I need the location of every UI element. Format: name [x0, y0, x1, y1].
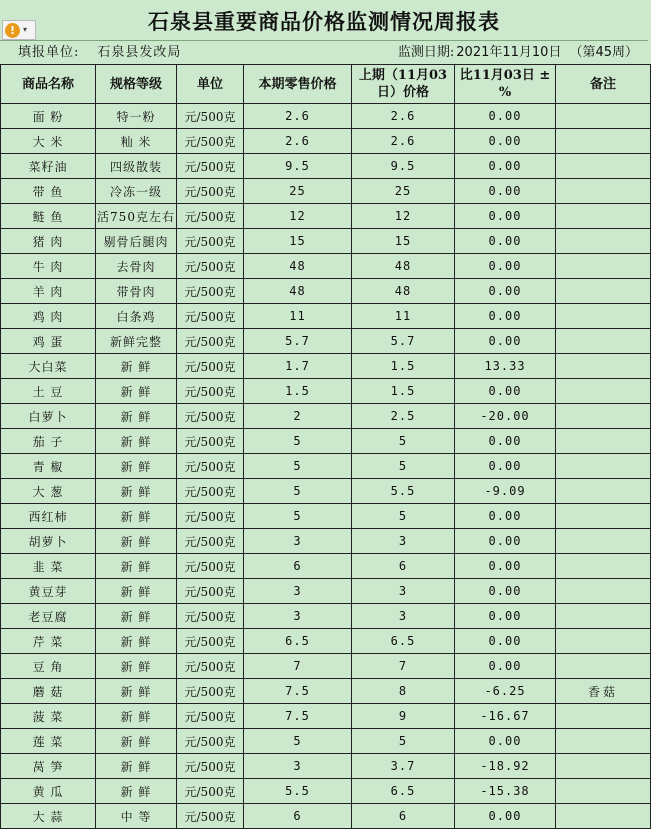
change-percent-cell[interactable]: -15.38: [455, 779, 556, 804]
previous-price-cell[interactable]: 7: [352, 654, 455, 679]
table-row: [1, 629, 651, 654]
product-name-cell[interactable]: 菠 菜: [1, 704, 96, 729]
product-name-cell[interactable]: 土 豆: [1, 379, 96, 404]
note-cell[interactable]: [556, 479, 651, 504]
change-percent-cell[interactable]: 0.00: [455, 104, 556, 129]
current-price-cell[interactable]: 2.6: [244, 129, 352, 154]
change-percent-cell[interactable]: 0.00: [455, 304, 556, 329]
grade-cell[interactable]: 新 鲜: [96, 729, 177, 754]
change-percent-cell[interactable]: 0.00: [455, 379, 556, 404]
product-name-cell[interactable]: 韭 菜: [1, 554, 96, 579]
note-cell[interactable]: [556, 204, 651, 229]
grade-cell[interactable]: 新鲜完整: [96, 329, 177, 354]
current-price-cell[interactable]: 5: [244, 504, 352, 529]
product-name-cell[interactable]: 大 米: [1, 129, 96, 154]
unit-cell[interactable]: 元/500克: [177, 529, 244, 554]
note-cell[interactable]: [556, 254, 651, 279]
monitoring-date-label: 监测日期:: [397, 45, 455, 60]
table-row: [1, 229, 651, 254]
product-name-cell[interactable]: 莲 菜: [1, 729, 96, 754]
grade-cell[interactable]: 新 鲜: [96, 554, 177, 579]
current-price-cell[interactable]: 2.6: [244, 104, 352, 129]
table-row: [1, 454, 651, 479]
header-product-name[interactable]: 商品名称: [1, 65, 96, 104]
change-percent-cell[interactable]: -20.00: [455, 404, 556, 429]
previous-price-cell[interactable]: 25: [352, 179, 455, 204]
product-name-cell[interactable]: 带 鱼: [1, 179, 96, 204]
table-header-row: [1, 65, 651, 104]
product-name-cell[interactable]: 茄 子: [1, 429, 96, 454]
note-cell[interactable]: [556, 379, 651, 404]
previous-price-cell[interactable]: 11: [352, 304, 455, 329]
chevron-down-icon: ▾: [23, 25, 28, 34]
grade-cell[interactable]: 新 鲜: [96, 454, 177, 479]
table-row: [1, 479, 651, 504]
current-price-cell[interactable]: 3: [244, 754, 352, 779]
product-name-cell[interactable]: 面 粉: [1, 104, 96, 129]
previous-price-cell[interactable]: 3: [352, 604, 455, 629]
table-row: [1, 654, 651, 679]
header-previous-price[interactable]: 上期（11月03日）价格: [352, 65, 455, 104]
unit-cell[interactable]: 元/500克: [177, 454, 244, 479]
note-cell[interactable]: [556, 729, 651, 754]
change-percent-cell[interactable]: 0.00: [455, 229, 556, 254]
current-price-cell[interactable]: 6.5: [244, 629, 352, 654]
table-row: [1, 779, 651, 804]
grade-cell[interactable]: 新 鲜: [96, 779, 177, 804]
previous-price-cell[interactable]: 8: [352, 679, 455, 704]
note-cell[interactable]: [556, 279, 651, 304]
current-price-cell[interactable]: 48: [244, 254, 352, 279]
note-cell[interactable]: [556, 554, 651, 579]
current-price-cell[interactable]: 1.5: [244, 379, 352, 404]
note-cell[interactable]: 香菇: [556, 679, 651, 704]
product-name-cell[interactable]: 芹 菜: [1, 629, 96, 654]
unit-cell[interactable]: 元/500克: [177, 729, 244, 754]
table-row: [1, 679, 651, 704]
table-row: [1, 179, 651, 204]
previous-price-cell[interactable]: 6.5: [352, 629, 455, 654]
grade-cell[interactable]: 新 鲜: [96, 354, 177, 379]
note-cell[interactable]: [556, 354, 651, 379]
unit-cell[interactable]: 元/500克: [177, 779, 244, 804]
week-number: （第45周）: [569, 45, 638, 60]
grade-cell[interactable]: 新 鲜: [96, 379, 177, 404]
change-percent-cell[interactable]: 0.00: [455, 804, 556, 829]
current-price-cell[interactable]: 9.5: [244, 154, 352, 179]
change-percent-cell[interactable]: 0.00: [455, 554, 556, 579]
current-price-cell[interactable]: 7: [244, 654, 352, 679]
unit-cell[interactable]: 元/500克: [177, 154, 244, 179]
previous-price-cell[interactable]: 5: [352, 454, 455, 479]
current-price-cell[interactable]: 11: [244, 304, 352, 329]
grade-cell[interactable]: 新 鲜: [96, 429, 177, 454]
grade-cell[interactable]: 剔骨后腿肉: [96, 229, 177, 254]
unit-cell[interactable]: 元/500克: [177, 579, 244, 604]
product-name-cell[interactable]: 老豆腐: [1, 604, 96, 629]
unit-cell[interactable]: 元/500克: [177, 179, 244, 204]
previous-price-cell[interactable]: 12: [352, 204, 455, 229]
table-row: [1, 404, 651, 429]
previous-price-cell[interactable]: 2.6: [352, 104, 455, 129]
previous-price-cell[interactable]: 15: [352, 229, 455, 254]
note-cell[interactable]: [556, 454, 651, 479]
unit-cell[interactable]: 元/500克: [177, 479, 244, 504]
note-cell[interactable]: [556, 104, 651, 129]
product-name-cell[interactable]: 莴 笋: [1, 754, 96, 779]
table-row: [1, 754, 651, 779]
product-name-cell[interactable]: 牛 肉: [1, 254, 96, 279]
price-table: [0, 64, 651, 829]
change-percent-cell[interactable]: 0.00: [455, 429, 556, 454]
unit-cell[interactable]: 元/500克: [177, 679, 244, 704]
unit-cell[interactable]: 元/500克: [177, 604, 244, 629]
grade-cell[interactable]: 白条鸡: [96, 304, 177, 329]
current-price-cell[interactable]: 5.7: [244, 329, 352, 354]
unit-cell[interactable]: 元/500克: [177, 629, 244, 654]
report-title: 石泉县重要商品价格监测情况周报表: [148, 9, 500, 34]
header-grade[interactable]: 规格等级: [96, 65, 177, 104]
change-percent-cell[interactable]: 0.00: [455, 179, 556, 204]
previous-price-cell[interactable]: 1.5: [352, 379, 455, 404]
table-row: [1, 329, 651, 354]
monitoring-date-value: 2021年11月10日: [456, 45, 562, 60]
table-row: [1, 154, 651, 179]
product-name-cell[interactable]: 大 蒜: [1, 804, 96, 829]
grade-cell[interactable]: 带骨肉: [96, 279, 177, 304]
table-row: [1, 104, 651, 129]
current-price-cell[interactable]: 5: [244, 479, 352, 504]
grade-cell[interactable]: 中 等: [96, 804, 177, 829]
product-name-cell[interactable]: 大 葱: [1, 479, 96, 504]
previous-price-cell[interactable]: 3: [352, 529, 455, 554]
table-row: [1, 204, 651, 229]
current-price-cell[interactable]: 3: [244, 529, 352, 554]
note-cell[interactable]: [556, 779, 651, 804]
grade-cell[interactable]: 新 鲜: [96, 629, 177, 654]
unit-cell[interactable]: 元/500克: [177, 254, 244, 279]
unit-cell[interactable]: 元/500克: [177, 204, 244, 229]
change-percent-cell[interactable]: -16.67: [455, 704, 556, 729]
previous-price-cell[interactable]: 9.5: [352, 154, 455, 179]
change-percent-cell[interactable]: 0.00: [455, 454, 556, 479]
grade-cell[interactable]: 特一粉: [96, 104, 177, 129]
change-percent-cell[interactable]: 0.00: [455, 529, 556, 554]
product-name-cell[interactable]: 白萝卜: [1, 404, 96, 429]
table-row: [1, 554, 651, 579]
grade-cell[interactable]: 冷冻一级: [96, 179, 177, 204]
current-price-cell[interactable]: 5: [244, 429, 352, 454]
header-unit[interactable]: 单位: [177, 65, 244, 104]
change-percent-cell[interactable]: 0.00: [455, 504, 556, 529]
grade-cell[interactable]: 新 鲜: [96, 504, 177, 529]
previous-price-cell[interactable]: 2.5: [352, 404, 455, 429]
unit-cell[interactable]: 元/500克: [177, 404, 244, 429]
change-percent-cell[interactable]: 0.00: [455, 329, 556, 354]
product-name-cell[interactable]: 鸡 肉: [1, 304, 96, 329]
reporting-unit-value: 石泉县发改局: [97, 45, 182, 60]
product-name-cell[interactable]: 西红柿: [1, 504, 96, 529]
current-price-cell[interactable]: 5.5: [244, 779, 352, 804]
current-price-cell[interactable]: 48: [244, 279, 352, 304]
previous-price-cell[interactable]: 5.5: [352, 479, 455, 504]
product-name-cell[interactable]: 黄豆芽: [1, 579, 96, 604]
unit-cell[interactable]: 元/500克: [177, 654, 244, 679]
grade-cell[interactable]: 四级散装: [96, 154, 177, 179]
note-cell[interactable]: [556, 179, 651, 204]
table-row: [1, 804, 651, 829]
previous-price-cell[interactable]: 2.6: [352, 129, 455, 154]
current-price-cell[interactable]: 6: [244, 804, 352, 829]
note-cell[interactable]: [556, 329, 651, 354]
grade-cell[interactable]: 新 鲜: [96, 604, 177, 629]
grade-cell[interactable]: 活750克左右: [96, 204, 177, 229]
note-cell[interactable]: [556, 654, 651, 679]
note-cell[interactable]: [556, 804, 651, 829]
change-percent-cell[interactable]: 0.00: [455, 279, 556, 304]
product-name-cell[interactable]: 豆 角: [1, 654, 96, 679]
note-cell[interactable]: [556, 604, 651, 629]
grade-cell[interactable]: 籼 米: [96, 129, 177, 154]
unit-cell[interactable]: 元/500克: [177, 804, 244, 829]
product-name-cell[interactable]: 蘑 菇: [1, 679, 96, 704]
unit-cell[interactable]: 元/500克: [177, 129, 244, 154]
unit-cell[interactable]: 元/500克: [177, 429, 244, 454]
header-change-percent[interactable]: 比11月03日 ± %: [455, 65, 556, 104]
change-percent-cell[interactable]: 0.00: [455, 629, 556, 654]
unit-cell[interactable]: 元/500克: [177, 279, 244, 304]
change-percent-cell[interactable]: 13.33: [455, 354, 556, 379]
change-percent-cell[interactable]: 0.00: [455, 654, 556, 679]
change-percent-cell[interactable]: 0.00: [455, 204, 556, 229]
current-price-cell[interactable]: 1.7: [244, 354, 352, 379]
previous-price-cell[interactable]: 9: [352, 704, 455, 729]
grade-cell[interactable]: 新 鲜: [96, 479, 177, 504]
product-name-cell[interactable]: 青 椒: [1, 454, 96, 479]
note-cell[interactable]: [556, 629, 651, 654]
table-row: [1, 579, 651, 604]
table-row: [1, 504, 651, 529]
product-name-cell[interactable]: 羊 肉: [1, 279, 96, 304]
note-cell[interactable]: [556, 429, 651, 454]
error-check-button[interactable]: [2, 20, 36, 40]
change-percent-cell[interactable]: 0.00: [455, 129, 556, 154]
reporting-unit: [18, 41, 181, 65]
table-row: [1, 529, 651, 554]
change-percent-cell[interactable]: 0.00: [455, 254, 556, 279]
unit-cell[interactable]: 元/500克: [177, 329, 244, 354]
current-price-cell[interactable]: 12: [244, 204, 352, 229]
previous-price-cell[interactable]: 1.5: [352, 354, 455, 379]
note-cell[interactable]: [556, 304, 651, 329]
current-price-cell[interactable]: 2: [244, 404, 352, 429]
product-name-cell[interactable]: 大白菜: [1, 354, 96, 379]
report-info-row: [0, 40, 648, 65]
warning-icon: !: [5, 23, 20, 38]
reporting-unit-label: 填报单位:: [18, 45, 80, 60]
grade-cell[interactable]: 新 鲜: [96, 579, 177, 604]
change-percent-cell[interactable]: -18.92: [455, 754, 556, 779]
change-percent-cell[interactable]: -9.09: [455, 479, 556, 504]
previous-price-cell[interactable]: 6: [352, 804, 455, 829]
table-row: [1, 279, 651, 304]
unit-cell[interactable]: 元/500克: [177, 554, 244, 579]
table-row: [1, 604, 651, 629]
product-name-cell[interactable]: 黄 瓜: [1, 779, 96, 804]
grade-cell[interactable]: 新 鲜: [96, 754, 177, 779]
note-cell[interactable]: [556, 704, 651, 729]
grade-cell[interactable]: 新 鲜: [96, 704, 177, 729]
previous-price-cell[interactable]: 5: [352, 504, 455, 529]
unit-cell[interactable]: 元/500克: [177, 379, 244, 404]
table-row: [1, 704, 651, 729]
unit-cell[interactable]: 元/500克: [177, 354, 244, 379]
grade-cell[interactable]: 去骨肉: [96, 254, 177, 279]
previous-price-cell[interactable]: 6: [352, 554, 455, 579]
note-cell[interactable]: [556, 404, 651, 429]
current-price-cell[interactable]: 7.5: [244, 704, 352, 729]
change-percent-cell[interactable]: 0.00: [455, 604, 556, 629]
note-cell[interactable]: [556, 579, 651, 604]
previous-price-cell[interactable]: 5.7: [352, 329, 455, 354]
note-cell[interactable]: [556, 504, 651, 529]
unit-cell[interactable]: 元/500克: [177, 229, 244, 254]
table-row: [1, 379, 651, 404]
grade-cell[interactable]: 新 鲜: [96, 654, 177, 679]
change-percent-cell[interactable]: 0.00: [455, 729, 556, 754]
previous-price-cell[interactable]: 6.5: [352, 779, 455, 804]
note-cell[interactable]: [556, 154, 651, 179]
previous-price-cell[interactable]: 48: [352, 254, 455, 279]
table-row: [1, 129, 651, 154]
change-percent-cell[interactable]: 0.00: [455, 154, 556, 179]
unit-cell[interactable]: 元/500克: [177, 304, 244, 329]
previous-price-cell[interactable]: 3: [352, 579, 455, 604]
current-price-cell[interactable]: 3: [244, 579, 352, 604]
grade-cell[interactable]: 新 鲜: [96, 679, 177, 704]
grade-cell[interactable]: 新 鲜: [96, 404, 177, 429]
table-row: [1, 304, 651, 329]
previous-price-cell[interactable]: 3.7: [352, 754, 455, 779]
table-row: [1, 354, 651, 379]
product-name-cell[interactable]: 菜籽油: [1, 154, 96, 179]
product-name-cell[interactable]: 胡萝卜: [1, 529, 96, 554]
product-name-cell[interactable]: 鲢 鱼: [1, 204, 96, 229]
current-price-cell[interactable]: 5: [244, 454, 352, 479]
current-price-cell[interactable]: 25: [244, 179, 352, 204]
product-name-cell[interactable]: 猪 肉: [1, 229, 96, 254]
current-price-cell[interactable]: 15: [244, 229, 352, 254]
unit-cell[interactable]: 元/500克: [177, 504, 244, 529]
current-price-cell[interactable]: 6: [244, 554, 352, 579]
note-cell[interactable]: [556, 529, 651, 554]
product-name-cell[interactable]: 鸡 蛋: [1, 329, 96, 354]
change-percent-cell[interactable]: 0.00: [455, 579, 556, 604]
note-cell[interactable]: [556, 129, 651, 154]
header-current-price[interactable]: 本期零售价格: [244, 65, 352, 104]
previous-price-cell[interactable]: 5: [352, 729, 455, 754]
unit-cell[interactable]: 元/500克: [177, 704, 244, 729]
previous-price-cell[interactable]: 5: [352, 429, 455, 454]
table-row: [1, 729, 651, 754]
grade-cell[interactable]: 新 鲜: [96, 529, 177, 554]
current-price-cell[interactable]: 5: [244, 729, 352, 754]
table-row: [1, 254, 651, 279]
header-note[interactable]: 备注: [556, 65, 651, 104]
unit-cell[interactable]: 元/500克: [177, 754, 244, 779]
note-cell[interactable]: [556, 229, 651, 254]
current-price-cell[interactable]: 3: [244, 604, 352, 629]
table-body: [1, 104, 651, 829]
previous-price-cell[interactable]: 48: [352, 279, 455, 304]
change-percent-cell[interactable]: -6.25: [455, 679, 556, 704]
current-price-cell[interactable]: 7.5: [244, 679, 352, 704]
monitoring-date: [398, 41, 638, 65]
note-cell[interactable]: [556, 754, 651, 779]
unit-cell[interactable]: 元/500克: [177, 104, 244, 129]
table-row: [1, 429, 651, 454]
